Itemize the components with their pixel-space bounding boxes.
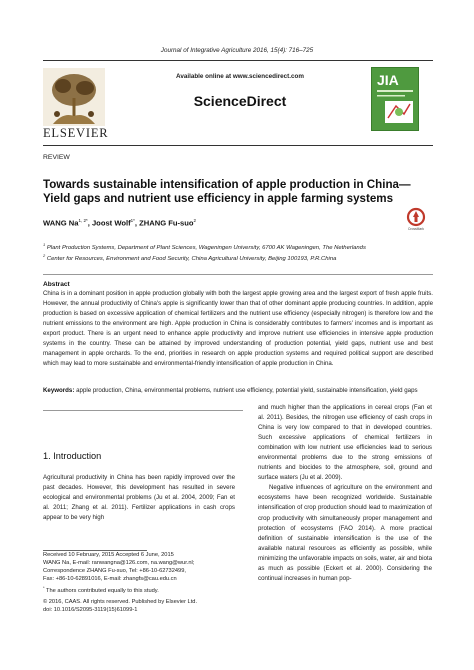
elsevier-wordmark: ELSEVIER bbox=[43, 126, 109, 140]
equal-sup: * bbox=[43, 584, 45, 590]
author-name: ZHANG Fu-suo bbox=[139, 218, 194, 228]
received-dates: Received 10 February, 2015 Accepted 6 June, 2015 bbox=[43, 552, 174, 558]
journal-citation: Journal of Integrative Agriculture 2016, 15(4): 716–725 bbox=[160, 47, 314, 54]
author-sup: 2 bbox=[193, 218, 197, 223]
keywords-bottom-rule bbox=[43, 410, 243, 411]
right-paragraph: Negative influences of agriculture on the environment and ecosystems have been recognized worldwide. Sustainable intensification of crop production should lead to maximization of crop productivity with simultaneously proper management and protection of ecosystems (FAO 2014). A more practical definition of sustainable intensification is the use of the available natural resources as efficiently as possible, while minimizing the unfavorable impacts on soils, water, air and biota as much as possible (Eckert et al. 2000). Considering the continual increases in human pop- bbox=[258, 484, 432, 582]
correspondence-line: Correspondence ZHANG Fu-suo, Tel: +86-10-62732499, bbox=[43, 567, 186, 574]
right-paragraph: and much higher than the applications in cereal crops (Fan et al. 2011). Besides, the nitrogen use efficiency of cash crops in China is very low compared to that in developed countries. Such excessive applications of chemical fertilizers in combination with low nutrient use efficiencies lead to serious environmental problems due to the strong emissions of nutrients and biocides to the atmosphere, soil, ground and surface waters (Ju et al. 2009). bbox=[258, 404, 432, 482]
footnote-rule bbox=[43, 550, 147, 551]
section-title: 1. Introduction bbox=[43, 451, 102, 461]
correspondence-line: WANG Na, E-mail: ranwangna@126.com, na.wang@wur.nl; bbox=[43, 559, 195, 566]
copyright: © 2016, CAAS. All rights reserved. Published by Elsevier Ltd. bbox=[43, 599, 198, 606]
body-left-column: Agricultural productivity in China has been rapidly improved over the past decades. However, this development has resulted in severe ecological and environmental problems (Ju et al. 2004, 2009; Fan et al. 2011; Zhang et al. 2011). Fertilizer applications in cash crops appear to be very high bbox=[43, 474, 235, 522]
article-type: REVIEW bbox=[43, 154, 70, 161]
affiliation-text: Plant Production Systems, Department of Plant Sciences, Wageningen University, 6700 AK Wageningen, The Netherlands bbox=[46, 244, 366, 251]
author-list: WANG $Na^{1, 2*}$, Joost Wolf$^{1*}$, ZHANG Fu-suo$^2$ bbox=[43, 218, 197, 228]
affiliation-sup: 1 bbox=[43, 242, 46, 247]
article-title: Towards sustainable intensification of apple production in China—Yield gaps and nutrient use efficiency in apple farming systems bbox=[43, 178, 411, 205]
abstract-heading: Abstract bbox=[43, 281, 70, 288]
affiliation-text: Center for Resources, Environment and Food Security, China Agricultural University, Beijing 100193, P.R.China bbox=[46, 255, 337, 262]
affiliation bbox=[43, 242, 433, 251]
keywords-label: Keywords: bbox=[43, 387, 75, 394]
cover-label: JIA bbox=[377, 72, 399, 88]
author-sup: 1, 2* bbox=[78, 218, 88, 223]
keywords bbox=[43, 386, 433, 396]
header-top-rule bbox=[43, 60, 433, 61]
doi[interactable]: doi: 10.1016/S2095-3119(15)61099-1 bbox=[43, 607, 138, 614]
affiliation-sup: 2 bbox=[43, 253, 46, 258]
footnote bbox=[43, 552, 243, 615]
available-online: Available online at www.sciencedirect.com bbox=[176, 73, 304, 80]
crossmark-label: CrossMark bbox=[408, 227, 424, 231]
abstract-top-rule bbox=[43, 274, 433, 275]
affiliation bbox=[43, 253, 433, 262]
abstract-text: China is in a dominant position in apple production globally with both the largest apple growing area and the largest export of fresh apple fruits. However, the annual productivity of China's apple is significantly lower than that of other dominant apple producing countries. In addition, apple production is based on excessive application of chemical fertilizers and the nutrient use efficiency (especially nitrogen) is therefore low and the nutrient emissions to the environment are high. Apple production in China is considerably contributes to farmers' incomes and is important as export product. There is an urgent need to enhance apple productivity and improve nutrient use efficiencies in intensive apple production systems in the country. These can be attained by improved understanding of production potential, yield gaps, nutrient use and best management in apple orchards. To the end, priorities in research on apple production systems and required political support are described which may lead to more sustainable and environmental-friendly intensification of apple production in China. bbox=[43, 290, 433, 368]
author-name: WANG Na bbox=[43, 218, 79, 228]
author-sup: 1* bbox=[130, 218, 135, 223]
keywords-text: apple production, China, environmental problems, nutrient use efficiency, potential yield, sustainable intensification, yield gaps bbox=[76, 387, 418, 394]
body-right-column bbox=[258, 403, 432, 584]
sciencedirect-wordmark: ScienceDirect bbox=[193, 93, 287, 109]
author-name: Joost Wolf bbox=[91, 218, 131, 228]
correspondence-line: Fax: +86-10-62891016, E-mail: zhangfs@cau.edu.cn bbox=[43, 575, 177, 582]
equal-contribution: * The authors contributed equally to this study. bbox=[43, 584, 159, 594]
crossmark-icon[interactable] bbox=[404, 207, 428, 231]
elsevier-tree-logo bbox=[43, 68, 105, 126]
journal-cover bbox=[371, 67, 419, 131]
header-bottom-rule bbox=[43, 145, 433, 146]
